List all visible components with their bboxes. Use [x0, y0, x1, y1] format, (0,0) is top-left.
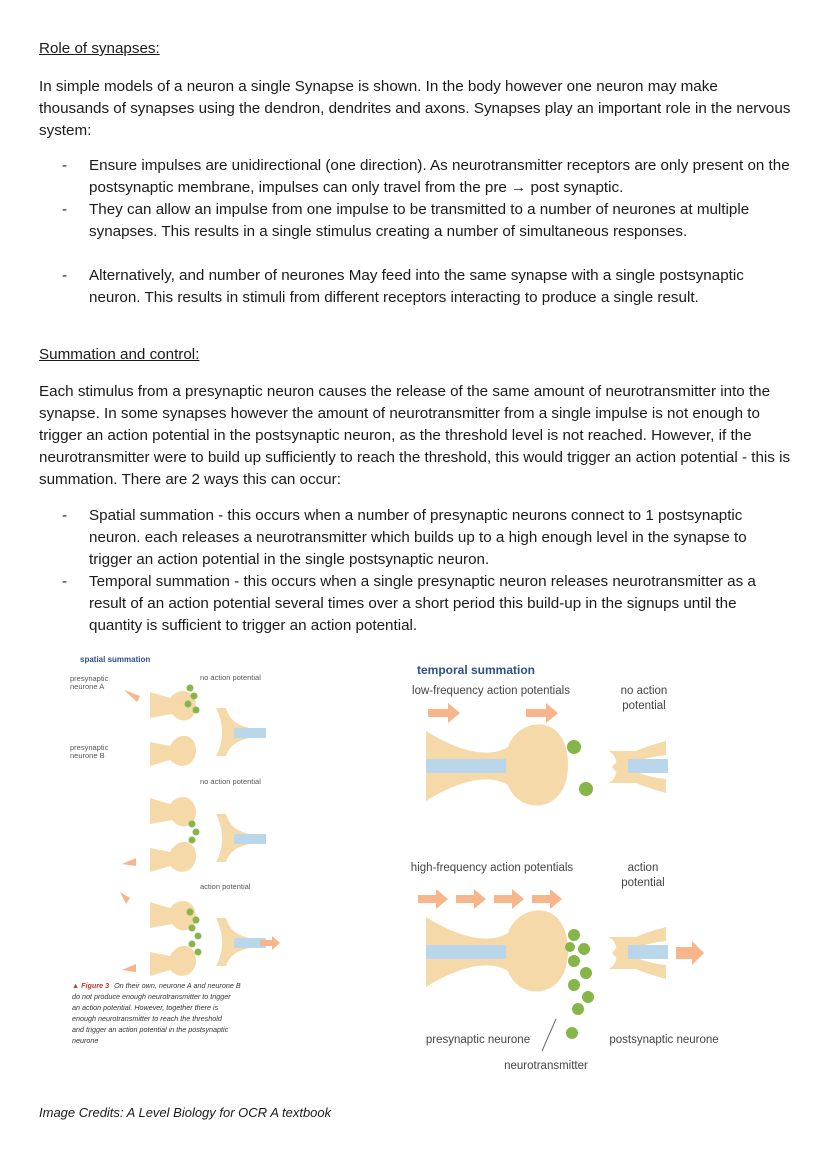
arrow-icon [120, 892, 130, 904]
neurotransmitter-label: neurotransmitter [504, 1060, 588, 1072]
synapse-diagram [150, 901, 266, 976]
section-heading-summation: Summation and control: [39, 346, 200, 363]
synapse-diagram [150, 685, 266, 767]
figure-caption-line: an action potential. However, together there is [72, 1003, 219, 1012]
arrow-icon [456, 889, 486, 909]
arrow-icon [676, 941, 704, 965]
section-heading-role-of-synapses: Role of synapses: [39, 40, 160, 57]
list-item-text: They can allow an impulse from one impulse to be transmitted to a number of neurones at multiple synapses. This results in a single stimulus creating a number of simultaneous responses. [89, 201, 750, 240]
figure-caption-line: do not produce enough neurotransmitter to trigger [72, 992, 231, 1001]
presynaptic-a-label: presynaptic [70, 674, 109, 683]
synapse-diagram [426, 910, 704, 1015]
svg-text:▲ Figure 3 On their own, n [72, 981, 241, 990]
figure-caption-line: enough neurotransmitter to reach the threshold [72, 1014, 222, 1023]
figure-caption-line: On their own, neurone A and neurone B [114, 981, 241, 990]
list-item-text: Alternatively, and number of neurones May feed into the same synapse with a single postsynaptic neuron. This results in stimuli from different receptors interacting to produce a single result. [89, 267, 744, 306]
high-frequency-label: high-frequency action potentials [410, 862, 574, 874]
synapse-diagram [426, 724, 668, 805]
no-action-potential-label: potential [622, 700, 666, 712]
postsynaptic-neurone-label: postsynaptic neurone [609, 1034, 719, 1046]
presynaptic-b-label: neurone B [70, 751, 105, 760]
state-label: action potential [200, 882, 251, 891]
arrow-icon [428, 703, 460, 723]
arrow-icon [124, 690, 140, 702]
list-item-text: Spatial summation - this occurs when a number of presynaptic neurons connect to 1 postsynaptic neuron. each releases a neurotransmitter which builds up to a high enough level in the synapse to trigger an action potential in the single postsynaptic neuron. [89, 507, 747, 568]
state-label: no action potential [200, 777, 261, 786]
no-action-potential-label: no action [620, 685, 668, 697]
arrow-icon [494, 889, 524, 909]
arrow-icon [122, 858, 136, 866]
figure-caption-lead: ▲ Figure 3 [72, 981, 110, 990]
list-item: - Spatial summation - this occurs when a number of presynaptic neurons connect to 1 postsynaptic neuron. each releases a neurotransmitter which builds up to a high enough level in the synapse to trigger an action potential in the single postsynaptic neuron. [62, 505, 790, 571]
list-item: - Alternatively, and number of neurones May feed into the same synapse with a single postsynaptic neuron. This results in stimuli from different receptors interacting to produce a single result. [62, 265, 790, 309]
list-item: - Temporal summation - this occurs when a single presynaptic neuron releases neurotransmitter as a result of an action potential several times over a short period this build-up in the signups until the quantity is sufficient to trigger an action potential. [62, 571, 790, 637]
section-intro-paragraph: Each stimulus from a presynaptic neuron causes the release of the same amount of neurotransmitter into the synapse. In some synapses however the amount of neurotransmitter from a single impulse is not enough to trigger an action potential in the postsynaptic neuron, as the threshold level is not reached. However, if the neurotransmitter were to build up sufficiently to reach the threshold, this would trigger an action potential - this is summation. There are 2 ways this can occur: [39, 383, 791, 488]
arrow-icon [532, 889, 562, 909]
list-item-text: Ensure impulses are unidirectional (one direction). As neurotransmitter receptors are only present on the postsynaptic membrane, impulses can only travel from the pre → post synaptic. [89, 157, 790, 196]
presynaptic-a-label: neurone A [70, 682, 105, 691]
figure-caption-line: neurone [72, 1036, 99, 1045]
presynaptic-neurone-label: presynaptic neurone [425, 1034, 531, 1046]
temporal-title: temporal summation [416, 663, 536, 677]
state-label: no action potential [200, 673, 261, 682]
pointer-line [542, 1019, 556, 1051]
synapse-diagram [150, 797, 266, 872]
action-potential-label: potential [621, 877, 665, 889]
section-intro-paragraph: In simple models of a neuron a single Synapse is shown. In the body however one neuron may make thousands of synapses using the dendron, dendrites and axons. Synapses play an important role in the nervous system: [39, 78, 791, 139]
low-frequency-label: low-frequency action potentials [412, 685, 570, 697]
temporal-summation-figure [398, 655, 738, 1075]
spatial-title: spatial summation [80, 655, 151, 664]
neurotransmitter-vesicle [566, 1027, 578, 1039]
presynaptic-b-label: presynaptic [70, 743, 109, 752]
list-item-text: Temporal summation - this occurs when a single presynaptic neuron releases neurotransmitter as a result of an action potential several times over a short period this build-up in the signups until the quantity is sufficient to trigger an action potential. [89, 573, 756, 634]
figure-caption-line: and trigger an action potential in the postsynaptic [72, 1025, 229, 1034]
list-item: - Ensure impulses are unidirectional (one direction). As neurotransmitter receptors are only present on the postsynaptic membrane, impulses can only travel from the pre → post synaptic. [62, 155, 790, 199]
image-credit: Image Credits: A Level Biology for OCR A textbook [39, 1105, 332, 1120]
arrow-icon [526, 703, 558, 723]
list-item: - They can allow an impulse from one impulse to be transmitted to a number of neurones at multiple synapses. This results in a single stimulus creating a number of simultaneous responses. [62, 199, 790, 243]
arrow-icon [122, 964, 136, 972]
action-potential-label: action [627, 862, 659, 874]
spatial-summation-figure [60, 650, 300, 1060]
arrow-icon [418, 889, 448, 909]
